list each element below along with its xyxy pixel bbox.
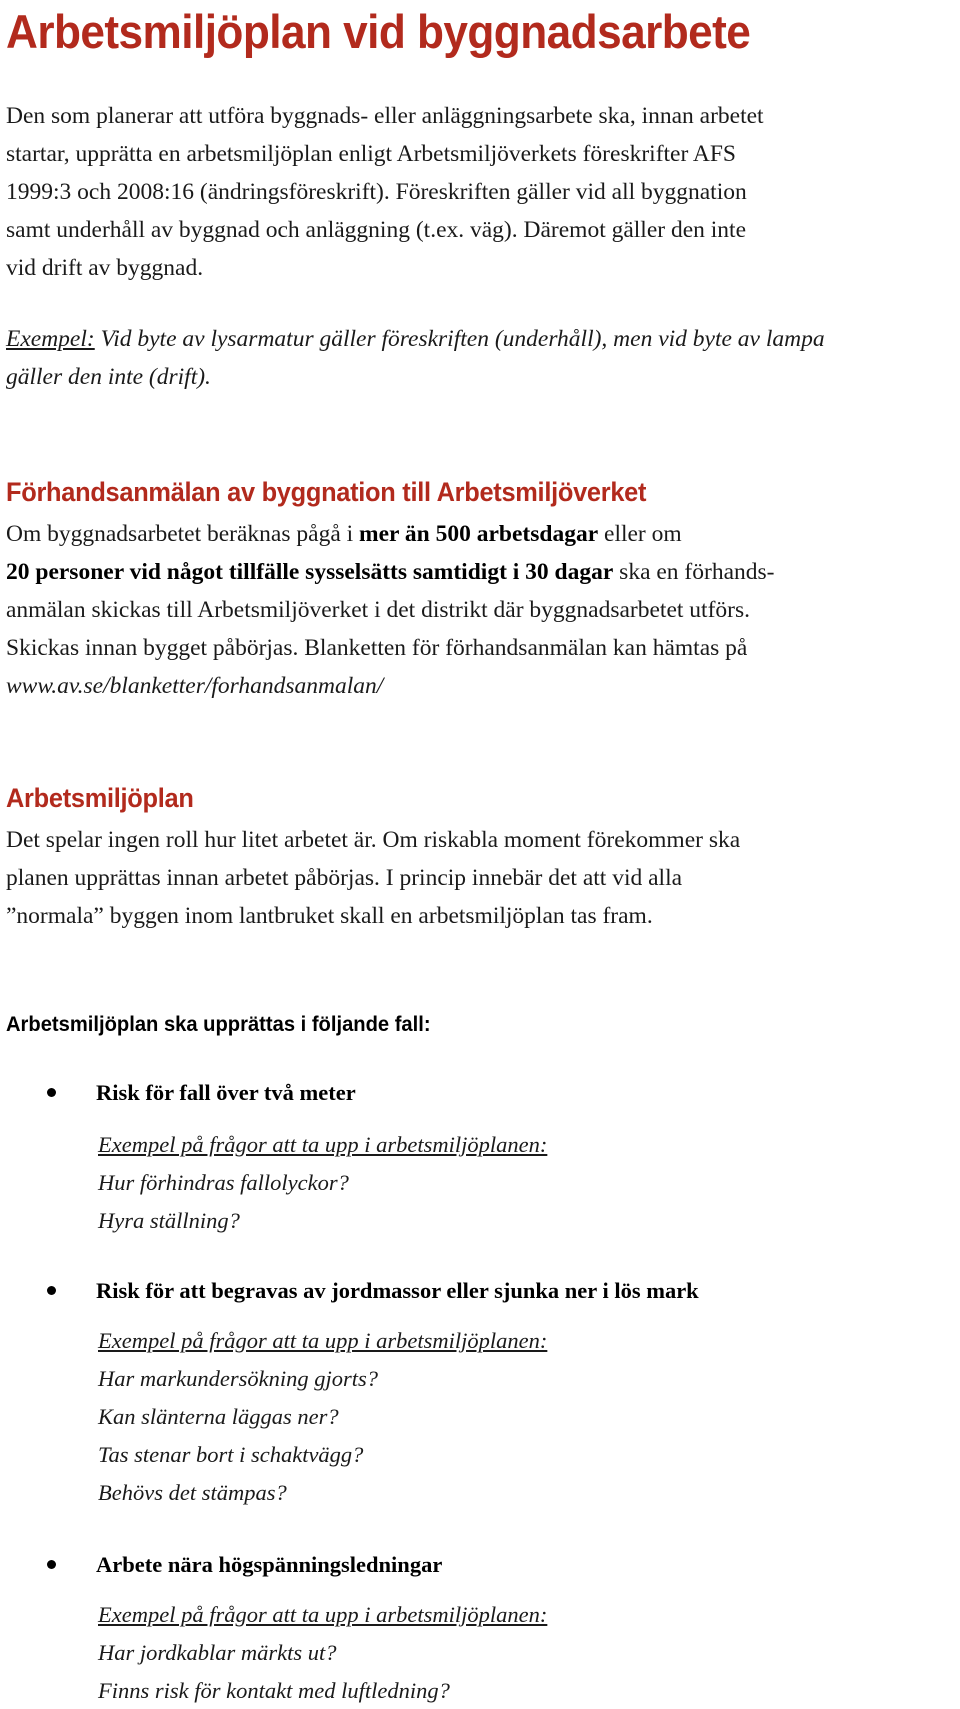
case-example-heading: Exempel på frågor att ta upp i arbetsmiljöplanen: (98, 1602, 548, 1627)
case-question: Behövs det stämpas? (98, 1480, 287, 1505)
arbetsmiljoplan-line: planen upprättas innan arbetet påbörjas. I princip innebär det att vid alla (6, 865, 683, 891)
cases-heading: Arbetsmiljöplan ska upprättas i följande fall: (6, 1013, 431, 1036)
case-question: Finns risk för kontakt med luftledning? (98, 1678, 450, 1703)
case-question: Kan slänterna läggas ner? (98, 1404, 339, 1429)
section-heading-arbetsmiljoplan: Arbetsmiljöplan (6, 783, 194, 813)
example-label: Exempel: (6, 326, 95, 352)
arbetsmiljoplan-line: Det spelar ingen roll hur litet arbetet är. Om riskabla moment förekommer ska (6, 827, 741, 853)
bold-run: 20 personer vid något tillfälle sysselsätts samtidigt i 30 dagar (6, 559, 614, 585)
intro-line: Den som planerar att utföra byggnads- eller anläggningsarbete ska, innan arbetet (6, 103, 764, 129)
intro-line: 1999:3 och 2008:16 (ändringsföreskrift). Föreskriften gäller vid all byggnation (6, 179, 747, 205)
forhandsanmalan-line: Skickas innan bygget påbörjas. Blanketten för förhandsanmälan kan hämtas på (6, 635, 748, 661)
arbetsmiljoplan-line: ”normala” byggen inom lantbruket skall en arbetsmiljöplan tas fram. (6, 903, 653, 929)
bold-run: mer än 500 arbetsdagar (359, 521, 599, 547)
intro-line: vid drift av byggnad. (6, 255, 204, 281)
case-example-heading: Exempel på frågor att ta upp i arbetsmiljöplanen: (98, 1328, 548, 1353)
case-label: Arbete nära högspänningsledningar (96, 1552, 443, 1577)
case-label: Risk för att begravas av jordmassor eller sjunka ner i lös mark (96, 1278, 699, 1303)
case-label: Risk för fall över två meter (96, 1080, 356, 1105)
example-text: Vid byte av lysarmatur gäller föreskriften (underhåll), men vid byte av lampa (94, 326, 825, 352)
case-question: Hur förhindras fallolyckor? (98, 1170, 349, 1195)
section-heading-forhandsanmalan: Förhandsanmälan av byggnation till Arbetsmiljöverket (6, 477, 647, 507)
case-question: Har jordkablar märkts ut? (98, 1640, 337, 1665)
bullet-icon (47, 1088, 56, 1097)
forhandsanmalan-line (6, 516, 682, 552)
case-question: Tas stenar bort i schaktvägg? (98, 1442, 364, 1467)
forhandsanmalan-line (6, 554, 774, 590)
case-question: Har markundersökning gjorts? (98, 1366, 378, 1391)
text-run: ska en förhands- (613, 559, 775, 585)
bullet-icon (47, 1286, 56, 1295)
text-run: Om byggnadsarbetet beräknas pågå i (6, 521, 360, 547)
case-question: Hyra ställning? (98, 1208, 240, 1233)
intro-line: samt underhåll av byggnad och anläggning (t.ex. väg). Däremot gäller den inte (6, 217, 747, 243)
case-example-heading: Exempel på frågor att ta upp i arbetsmiljöplanen: (98, 1132, 548, 1157)
intro-example-cont: gäller den inte (drift). (6, 364, 211, 390)
intro-line: startar, upprätta en arbetsmiljöplan enligt Arbetsmiljöverkets föreskrifter AFS (6, 141, 736, 167)
forhandsanmalan-line: anmälan skickas till Arbetsmiljöverket i det distrikt där byggnadsarbetet utförs. (6, 597, 750, 623)
page-title: Arbetsmiljöplan vid byggnadsarbete (6, 5, 751, 58)
text-run: eller om (598, 521, 682, 547)
intro-example (6, 321, 825, 357)
form-link[interactable]: www.av.se/blanketter/forhandsanmalan/ (6, 673, 384, 699)
bullet-icon (47, 1560, 56, 1569)
